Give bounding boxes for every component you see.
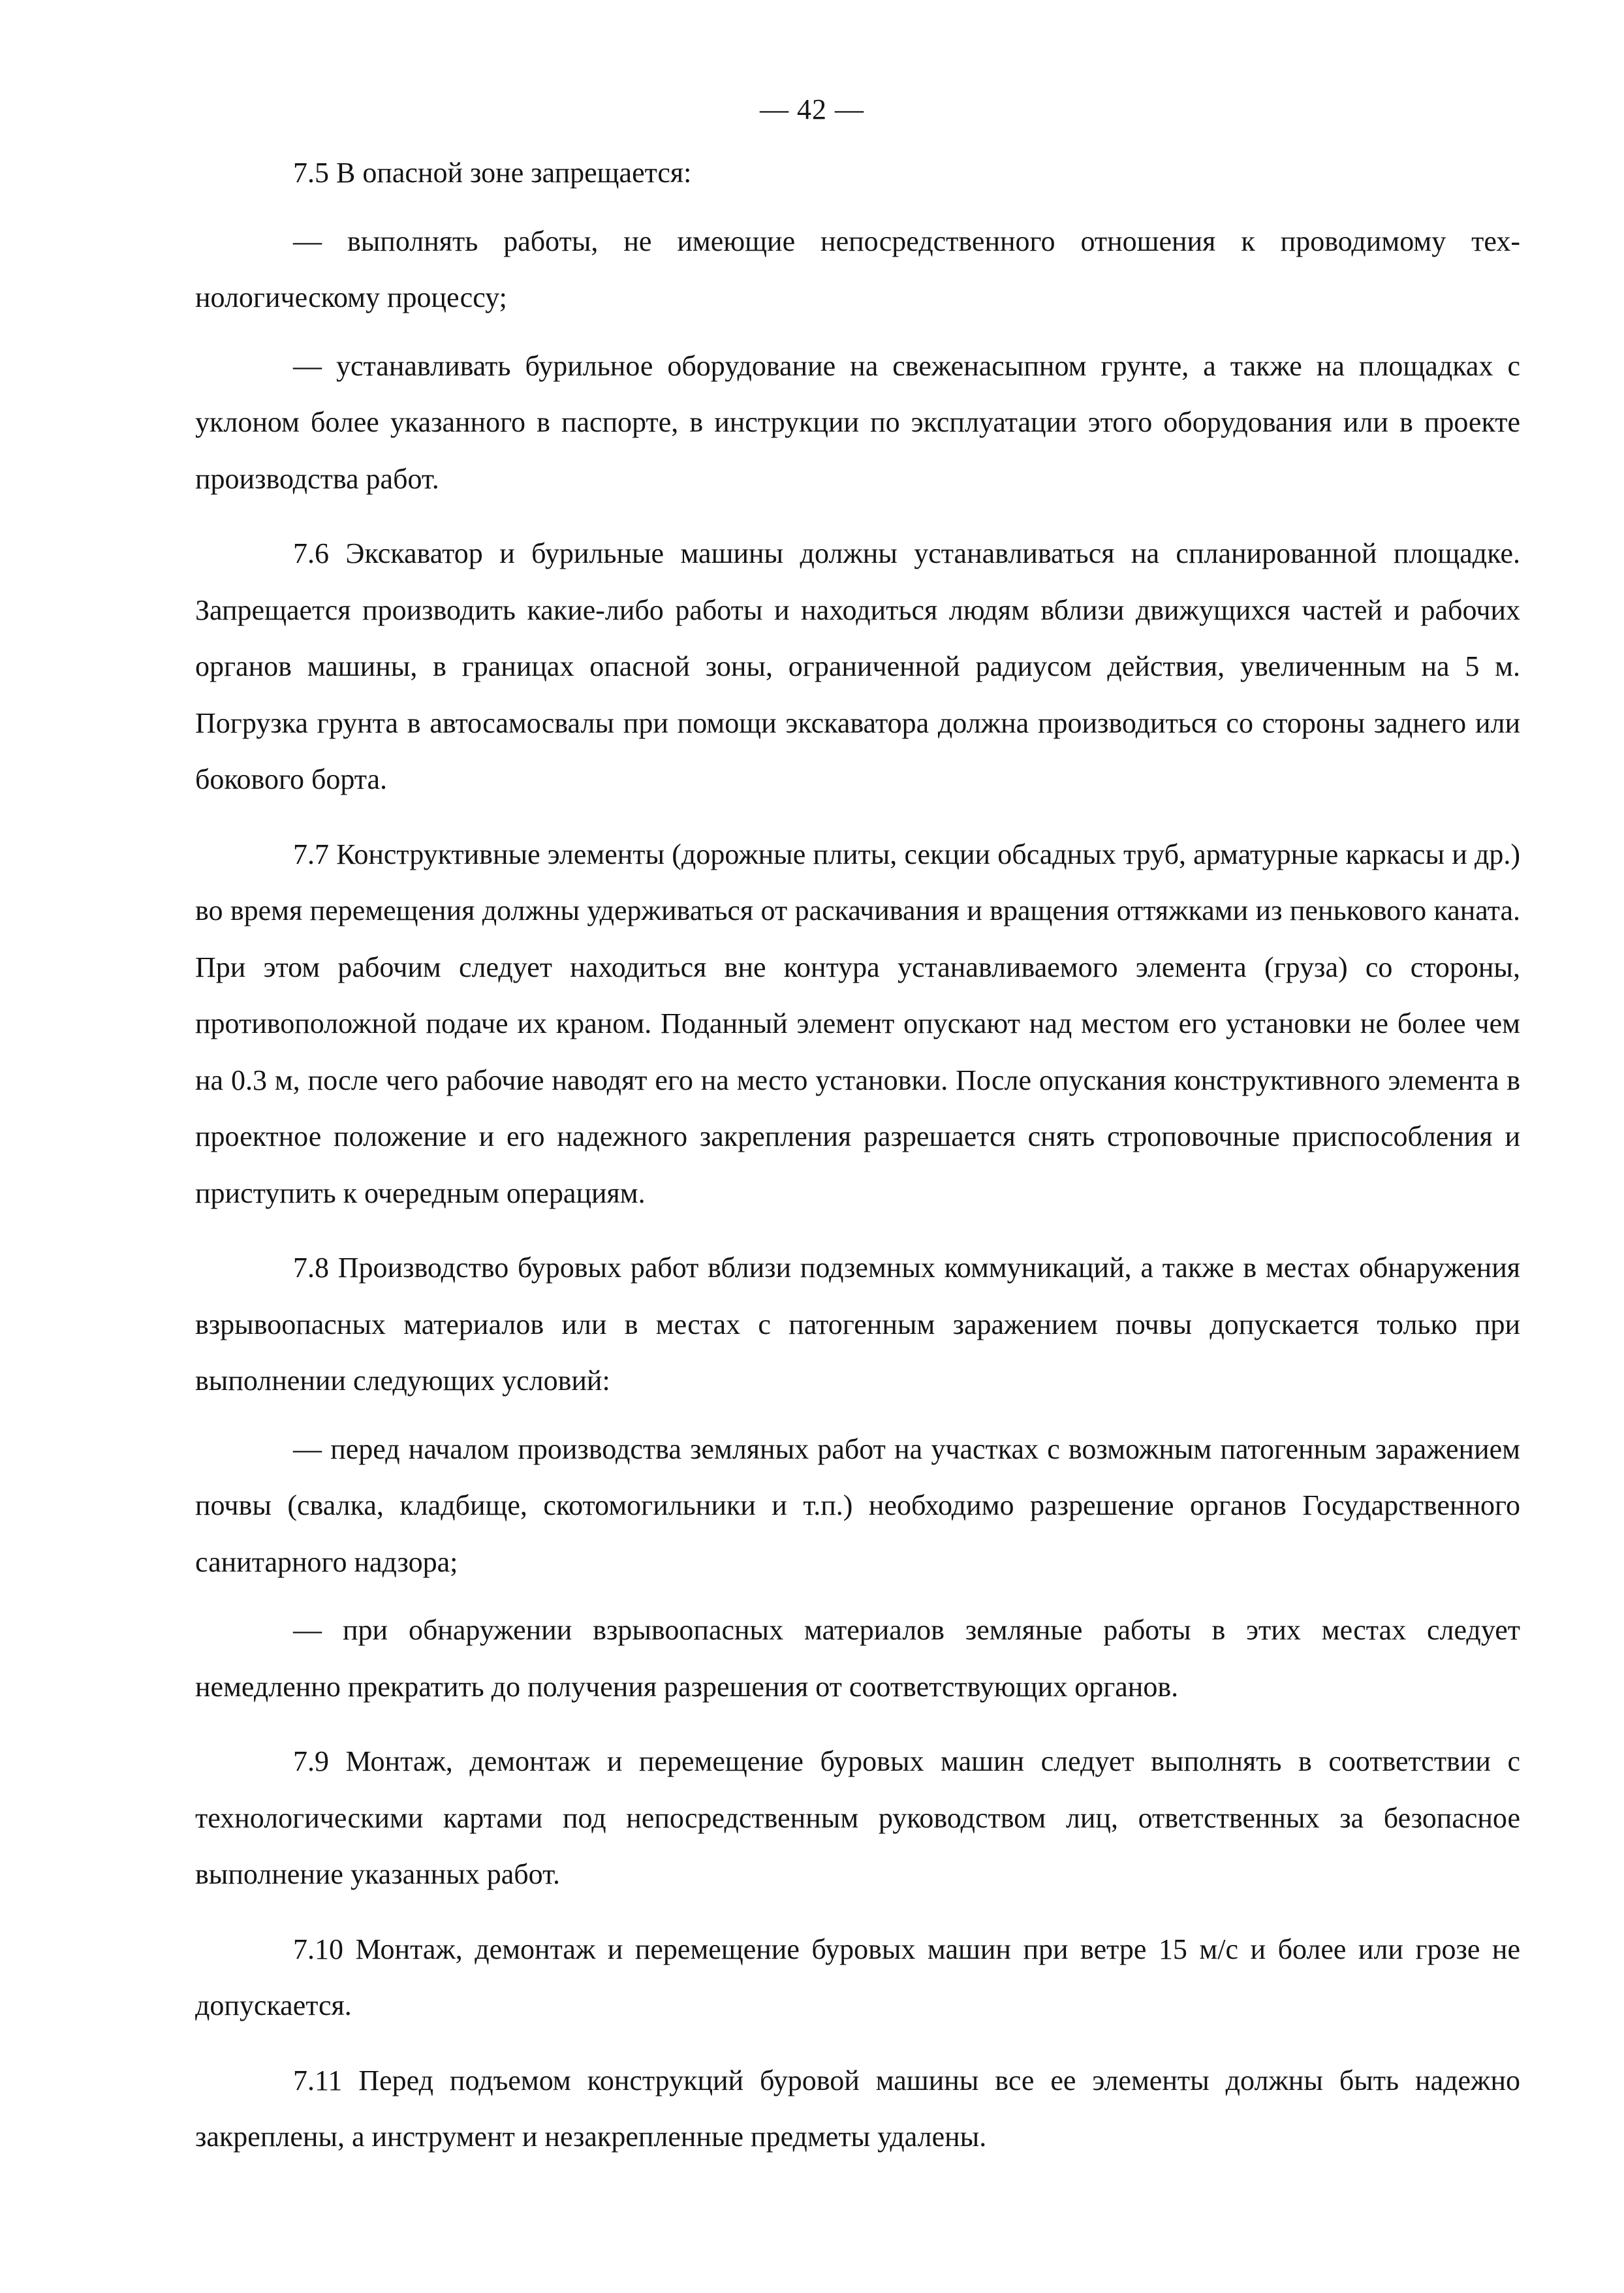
paragraph-7-10: 7.10 Монтаж, демонтаж и перемещение буровых машин при ветре 15 м/с и более или грозе не допускается. <box>195 1933 1520 2021</box>
paragraph-7-6: 7.6 Экскаватор и бурильные машины должны устанавливаться на спланированной площадке. Запрещается производить какие-либо работы и находиться людям вблизи движущихся частей и рабочих органов машины, в границах опасной зоны, ограниченной радиусом действия, увеличенным на 5 м. Погрузка грунта в автосамосвалы при помощи экскаватора должна производиться со стороны заднего или бокового борта. <box>195 537 1520 795</box>
paragraph-7-8-item-2: — при обнаружении взрывоопасных материалов земляные работы в этих местах следует немедленно прекратить до получения разрешения от соответствующих органов. <box>195 1614 1520 1703</box>
paragraph-7-5-item-1: — выполнять работы, не имеющие непосредственного отношения к проводимому технологическому процессу; <box>195 225 1520 313</box>
paragraph-7-11: 7.11 Перед подъемом конструкций буровой машины все ее элементы должны быть надежно закреплены, а инструмент и незакрепленные предметы удалены. <box>195 2064 1520 2153</box>
paragraph-7-5-item-2: — устанавливать бурильное оборудование на свеженасыпном грунте, а также на площадках с уклоном более указанного в паспорте, в инструкции по эксплуатации этого оборудования или в проекте производства работ. <box>195 349 1520 495</box>
paragraph-7-8-item-1: — перед началом производства земляных работ на участках с возможным патогенным заражением почвы (свалка, кладбище, скотомогильники и т.п.) необходимо разрешение органов Государственного санитарного надзора; <box>195 1432 1520 1578</box>
paragraph-7-9: 7.9 Монтаж, демонтаж и перемещение буровых машин следует выполнять в соответствии с технологическими картами под непосредственным руководством лиц, ответственных за безопасное выполнение указанных работ. <box>195 1745 1520 1890</box>
paragraph-7-5: 7.5 В опасной зоне запрещается: <box>293 157 692 189</box>
document-body <box>195 145 1520 2177</box>
paragraph-7-7: 7.7 Конструктивные элементы (дорожные плиты, секции обсадных труб, арматурные каркасы и др.) во время перемещения должны удерживаться от раскачивания и вращения оттяжками из пенькового каната. При этом рабочим следует находиться вне контура устанавливаемого элемента (груза) со стороны, противоположной подаче их краном. Поданный элемент опускают над местом его установки не более чем на 0.3 м, после чего рабочие наводят его на место установки. После опускания конструктивного элемента в проектное положение и его надежного закрепления разрешается снять строповочные приспособления и приступить к очередным операциям. <box>195 838 1520 1209</box>
page-number: — 42 — <box>760 93 864 125</box>
paragraph-7-8: 7.8 Производство буровых работ вблизи подземных коммуникаций, а также в местах обнаружения взрывоопасных материалов или в местах с патогенным заражением почвы допускается только при выполнении следующих условий: <box>195 1252 1520 1397</box>
